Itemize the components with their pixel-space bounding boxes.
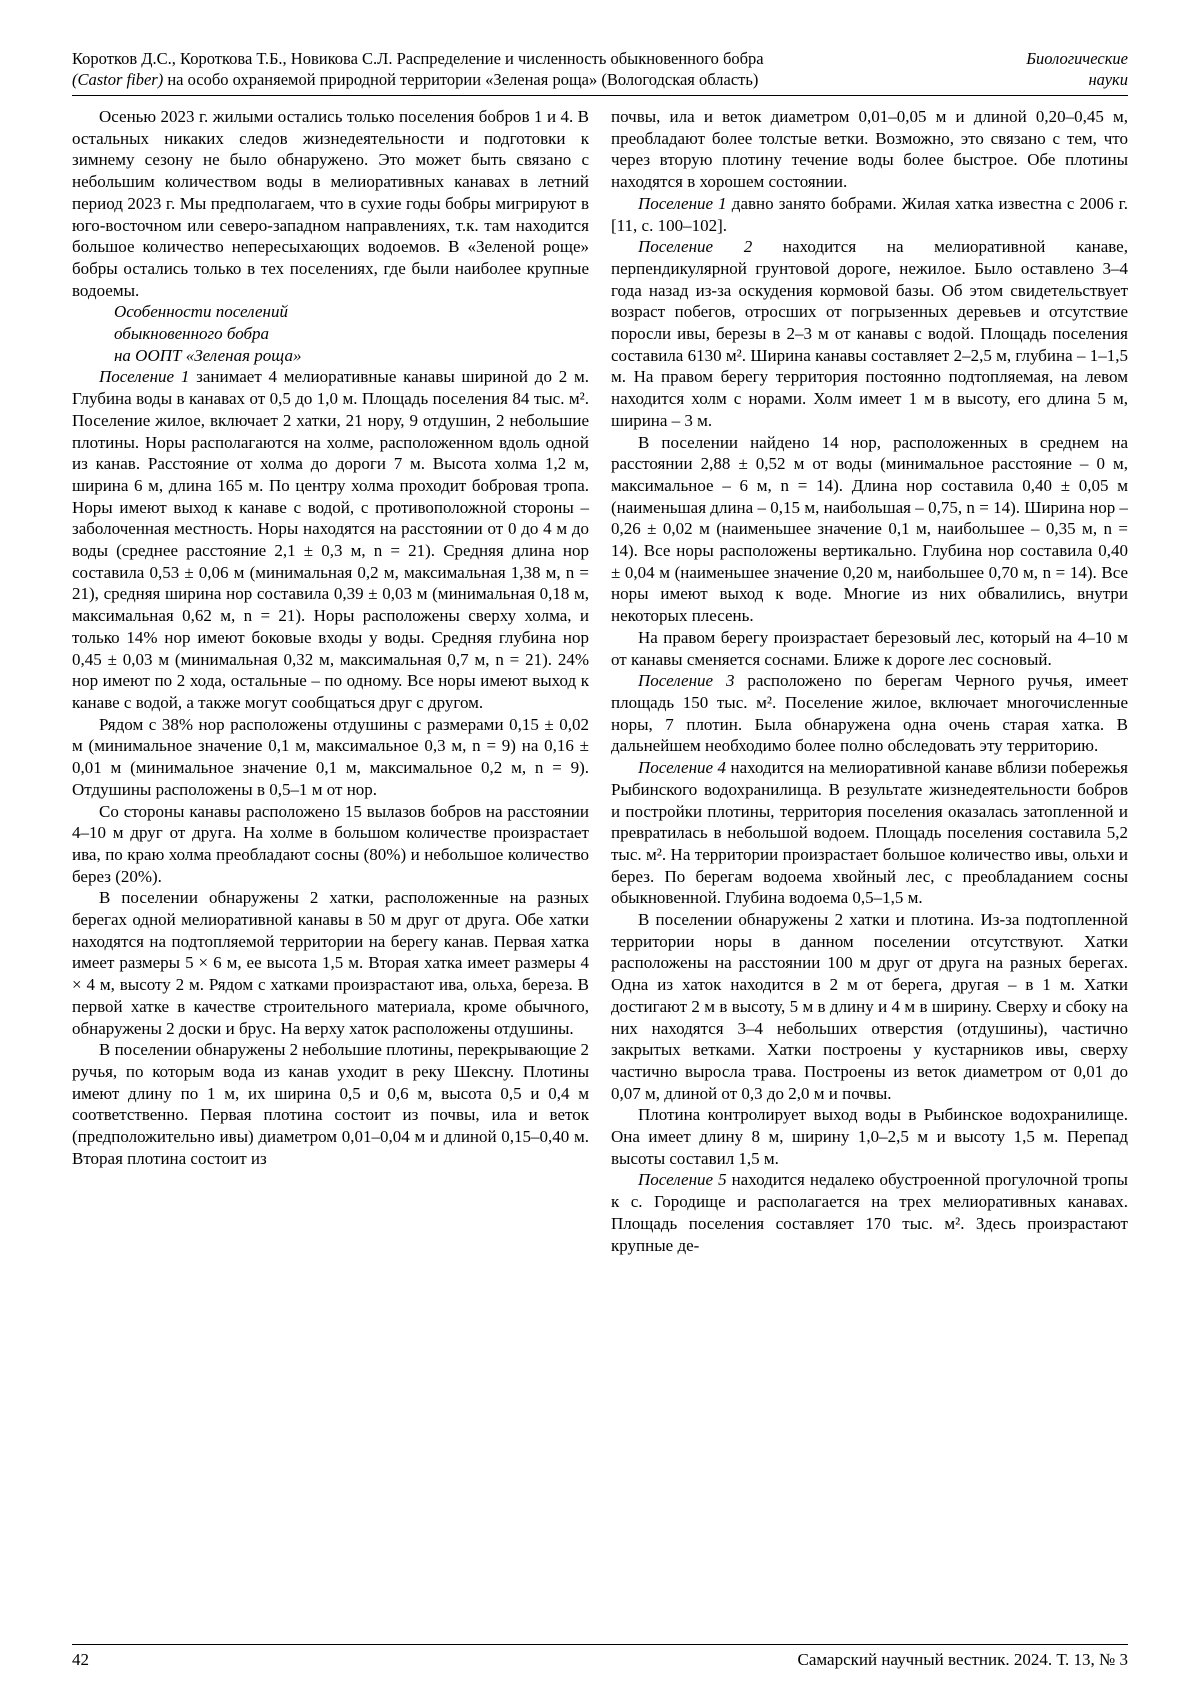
paragraph	[611, 1169, 1128, 1256]
paragraph	[72, 714, 589, 801]
paragraph-text: В поселении обнаружены 2 хатки и плотина. Из-за подтопленной территории норы в данном поселении отсутствуют. Хатки расположены на расстоянии 100 м друг от друга на разных берегах. Одна из хаток находится в 2 м от берега, другая – в 1 м. Хатки достигают 2 м в высоту, 5 м в длину и 4 м в ширину. Сверху и сбоку на них находятся 3–4 небольших отверстия (отдушины), частично закрытых ветками. Хатки построены у кустарников ивы, сверху частично выросла трава. Построены из веток диаметром от 0,01 до 0,07 м, длиной от 0,3 до 2,0 м и почвы.	[611, 910, 1128, 1103]
header-section-label-line1: Биологические	[1026, 49, 1128, 68]
settlement-label: Поселение 5	[638, 1170, 727, 1190]
paragraph	[611, 236, 1128, 431]
page-header	[72, 48, 1128, 96]
paragraph-text: На правом берегу произрастает березовый лес, который на 4–10 м от канавы сменяется соснами. Ближе к дороге лес сосновый.	[611, 627, 1128, 669]
header-title-continued	[72, 69, 758, 90]
paragraph	[611, 757, 1128, 909]
header-divider	[72, 95, 1128, 96]
paragraph-text: давно занято бобрами. Жилая хатка известна с 2006 г. [11, с. 100–102].	[611, 193, 1128, 235]
header-authors-title: Коротков Д.С., Короткова Т.Б., Новикова С.Л. Распределение и численность обыкновенного бобра	[72, 49, 764, 68]
paragraph-text: находится на мелиоративной канаве, перпендикулярной грунтовой дороге, нежилое. Было оставлено 3–4 года назад из-за оскудения кормовой базы. Об этом свидетельствует возраст побегов, отросших от погрызенных деревьев и отсутствие поросли ивы, березы в 2–3 м от канавы с водой. Площадь поселения составила 6130 м². Ширина канавы составляет 2–2,5 м, глубина – 1–1,5 м. На правом берегу территория постоянно подтопляемая, на левом находится холм с норами. Холм имеет 1 м в высоту, его длина 5 м, ширина – 3 м.	[611, 237, 1128, 430]
settlement-label: Поселение 1	[99, 367, 190, 387]
paragraph	[611, 627, 1128, 670]
paragraph	[611, 670, 1128, 757]
paragraph-text: почвы, ила и веток диаметром 0,01–0,05 м и длиной 0,20–0,45 м, преобладают более толстые ветки. Возможно, это связано с тем, что через вторую плотину течение воды более быстрое. Обе плотины находятся в хорошем состоянии.	[611, 107, 1128, 192]
header-section-label-line2: науки	[1088, 70, 1128, 89]
paragraph	[611, 909, 1128, 1104]
header-line-1	[72, 48, 1128, 69]
section-heading-line: Особенности поселений	[114, 302, 288, 322]
paragraph-text: Со стороны канавы расположено 15 вылазов бобров на расстоянии 4–10 м друг от друга. На холме в большом количестве произрастает ива, по краю холма преобладают сосны (80%) и небольшое количество берез (20%).	[72, 801, 589, 886]
paragraph-text: Осенью 2023 г. жилыми остались только поселения бобров 1 и 4. В остальных никаких следов жизнедеятельности и подготовки к зимнему сезону не было обнаружено. Это может быть связано с небольшим количеством воды в мелиоративных канавах в летний период 2023 г. Мы предполагаем, что в сухие годы бобры мигрируют в юго-восточном или северо-западном направлениях, т.к. там находится большое количество непересыхающих водоемов. В «Зеленой роще» бобры остались только в тех поселениях, где были наиболее крупные водоемы.	[72, 107, 589, 300]
left-column	[72, 106, 589, 1256]
article-body	[72, 106, 1128, 1633]
paragraph	[72, 106, 589, 301]
page-footer	[72, 1639, 1128, 1671]
paragraph-text: Рядом с 38% нор расположены отдушины с размерами 0,15 ± 0,02 м (минимальное значение 0,1 м, максимальное 0,3 м, n = 9) на 0,16 ± 0,01 м (минимальное значение 0,1 м, максимальное 0,2 м, n = 9). Отдушины расположены в 0,5–1 м от нор.	[72, 714, 589, 799]
settlement-label: Поселение 2	[638, 237, 753, 257]
paragraph	[611, 193, 1128, 236]
header-title-rest: на особо охраняемой природной территории «Зеленая роща» (Вологодская область)	[163, 70, 759, 89]
settlement-label: Поселение 4	[638, 758, 727, 778]
paragraph	[72, 801, 589, 888]
header-line-2	[72, 69, 1128, 90]
paragraph	[72, 887, 589, 1039]
paragraph-text: В поселении обнаружены 2 небольшие плотины, перекрывающие 2 ручья, по которым вода из канав уходит в реку Шексну. Плотины имеют длину по 1 м, их ширина 0,5 и 0,6 м, высота 0,5 и 0,4 м соответственно. Первая плотина состоит из почвы, ила и веток (предположительно ивы) диаметром 0,01–0,04 м и длиной 0,15–0,40 м. Вторая плотина состоит из	[72, 1040, 590, 1168]
paragraph-text: находится на мелиоративной канаве вблизи побережья Рыбинского водохранилища. В результате жизнедеятельности бобров и постройки плотины, территория поселения оказалась затопленной и превратилась в небольшой водоем. Площадь поселения составила 5,2 тыс. м². На территории произрастает большое количество ивы, ольхи и берез. По берегам водоема хвойный лес, с преобладанием сосны обыкновенной. Глубина водоема 0,5–1,5 м.	[611, 758, 1128, 908]
paragraph	[72, 366, 589, 713]
paragraph-text: занимает 4 мелиоративные канавы шириной до 2 м. Глубина воды в канавах от 0,5 до 1,0 м. Площадь поселения 84 тыс. м². Поселение жилое, включает 2 хатки, 21 нору, 9 отдушин, 2 небольшие плотины. Норы располагаются на холме, расположенном вдоль одной из канав. Расстояние от холма до дороги 7 м. Высота холма 1,2 м, ширина 6 м, длина 165 м. По центру холма проходит бобровая тропа. Норы имеют выход к канаве с водой, с противоположной стороны – заболоченная местность. Норы находятся на расстоянии от 0 до 4 м до воды (среднее расстояние 2,1 ± 0,3 м, n = 21). Средняя длина нор составила 0,53 ± 0,06 м (минимальная 0,2 м, максимальная 1,38 м, n = 21), средняя ширина нор составила 0,39 ± 0,03 м (минимальная 0,18 м, максимальная 0,62 м, n = 21). Норы расположены сверху холма, и только 14% нор имеют боковые входы у воды. Средняя глубина нор 0,45 ± 0,03 м (минимальная 0,32 м, максимальная 0,7 м, n = 21). 24% нор имеют по 2 хода, остальные – по одному. Все норы имеют выход к канаве с водой, а также могут сообщаться друг с другом.	[72, 367, 589, 712]
right-column	[611, 106, 1128, 1256]
settlement-label: Поселение 3	[638, 671, 735, 691]
paragraph	[611, 1104, 1128, 1169]
paragraph	[611, 432, 1128, 627]
page-number: 42	[72, 1650, 89, 1669]
journal-reference: Самарский научный вестник. 2024. Т. 13, № 3	[797, 1650, 1128, 1669]
paragraph-text: расположено по берегам Черного ручья, имеет площадь 150 тыс. м². Поселение жилое, включает многочисленные норы, 7 плотин. Была обнаружена одна очень старая хатка. В дальнейшем необходимо более полно обследовать эту территорию.	[611, 671, 1128, 756]
paragraph	[72, 1039, 589, 1169]
section-heading	[114, 301, 589, 366]
settlement-label: Поселение 1	[638, 193, 727, 213]
paragraph-text: В поселении обнаружены 2 хатки, расположенные на разных берегах одной мелиоративной канавы в 50 м друг от друга. Обе хатки находятся на подтопляемой территории на берегу канав. Первая хатка имеет размеры 5 × 6 м, ее высота 1,5 м. Вторая хатка имеет размеры 4 × 4 м, высоту 2 м. Рядом с хатками произрастают ива, ольха, береза. В первой хатке в качестве строительного материала, кроме обычного, обнаружены 2 доски и брус. На верху хаток расположены отдушины.	[72, 888, 589, 1038]
section-heading-line: на ООПТ «Зеленая роща»	[114, 345, 302, 365]
paragraph-text: Плотина контролирует выход воды в Рыбинское водохранилище. Она имеет длину 8 м, ширину 1,0–2,5 м и высоту 1,5 м. Перепад высоты составил 1,5 м.	[611, 1105, 1128, 1168]
paragraph-text: находится недалеко обустроенной прогулочной тропы к с. Городище и располагается на трех мелиоративных канавах. Площадь поселения составляет 170 тыс. м². Здесь произрастают крупные де-	[611, 1170, 1128, 1255]
species-name: (Castor fiber)	[72, 70, 164, 89]
paragraph-text: В поселении найдено 14 нор, расположенных в среднем на расстоянии 2,88 ± 0,52 м от воды (минимальное расстояние – 0 м, максимальное – 6 м, n = 14). Длина нор составила 0,40 ± 0,05 м (наименьшая длина – 0,15 м, наибольшая – 0,75, n = 14). Ширина нор – 0,26 ± 0,02 м (наименьшее значение 0,1 м, наибольшее – 0,35 м, n = 14). Все норы расположены вертикально. Глубина нор составила 0,40 ± 0,04 м (наименьшее значение 0,20 м, наибольшее 0,70 м, n = 14). Все норы имеют выход к воде. Многие из них обвалились, внутри некоторых плесень.	[611, 432, 1128, 626]
section-heading-line: обыкновенного бобра	[114, 324, 270, 344]
paragraph	[611, 106, 1128, 193]
